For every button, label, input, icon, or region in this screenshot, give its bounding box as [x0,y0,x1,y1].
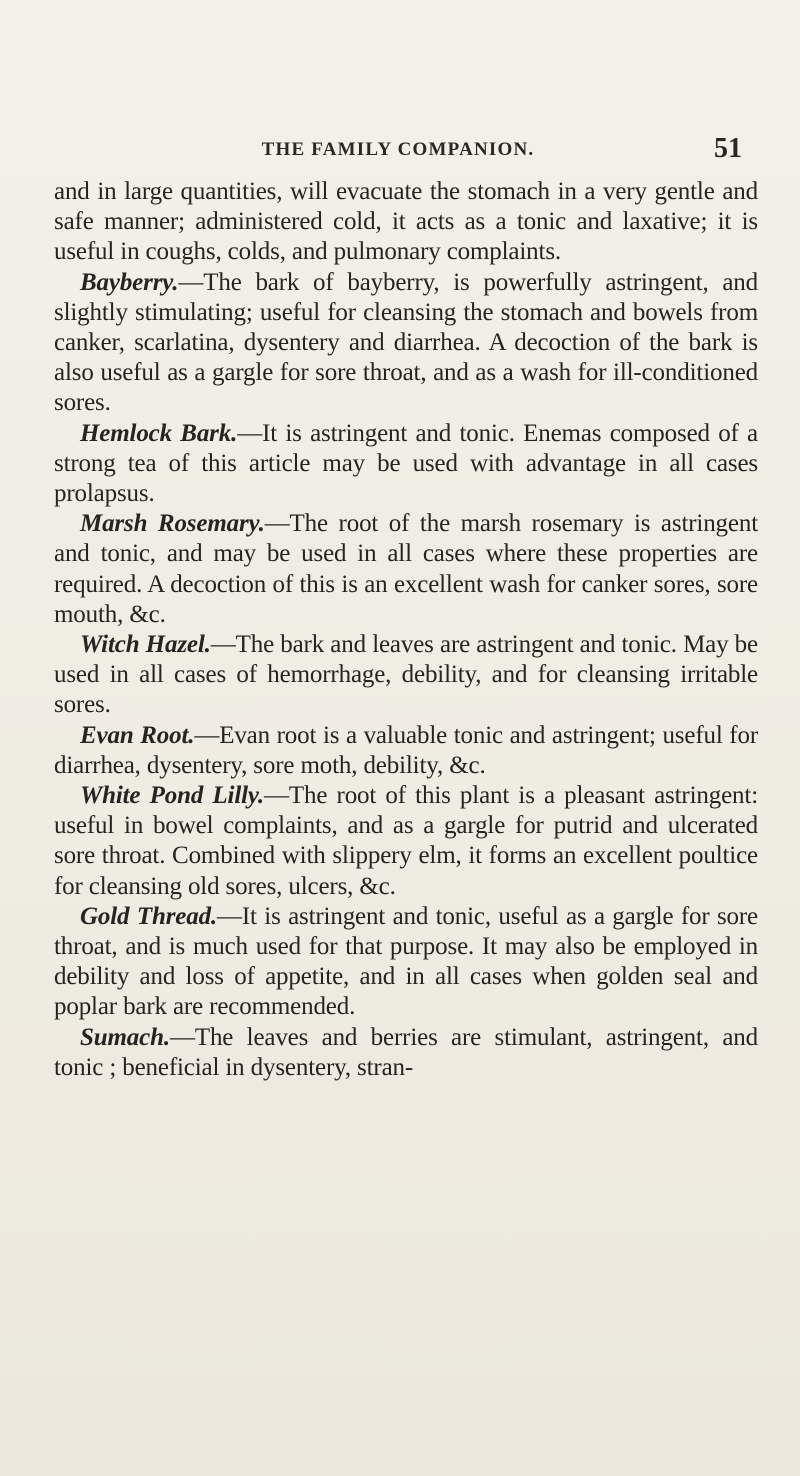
entry-witch-hazel [54,630,758,721]
opening-paragraph: and in large quantities, will evacuate the stomach in a very gentle and safe manner; administered cold, it acts as a tonic and laxative; it is useful in coughs, colds, and pulmonary complaints. [54,178,758,266]
entry-heading: Witch Hazel. [80,631,211,659]
entry-hemlock-bark [54,419,758,510]
entry-white-pond-lilly [54,781,758,902]
entry-text: —The bark and leaves are astringent and tonic. May be used in all cases of hemorrhage, debility, and for cleansing irritable sores. [54,631,758,719]
entry-text: —It is astringent and tonic, useful as a gargle for sore throat, and is much used for that purpose. It may also be employed in debility and loss of appetite, and in all cases when golden seal and poplar bark are recommended. [54,902,759,1021]
entry-heading: White Pond Lilly. [80,782,265,810]
body-text [54,177,758,1083]
entry-heading: Hemlock Bark. [80,419,238,447]
entry-text: —The leaves and berries are stimulant, astringent, and tonic ; beneficial in dysentery, stran- [54,1023,758,1081]
entry-heading: Evan Root. [80,721,195,749]
entry-marsh-rosemary [54,509,758,630]
entry-gold-thread [54,902,758,1023]
entry-text: —The bark of bayberry, is powerfully astringent, and slightly stimulating; useful for cleansing the stomach and bowels from canker, scarlatina, dysentery and diarrhea. A decoction of the bark is also useful as a gargle for sore throat, and as a wash for ill-conditioned sores. [54,268,758,417]
entry-text: —The root of the marsh rosemary is astringent and tonic, and may be used in all cases where these properties are required. A decoction of this is an excellent wash for canker sores, sore mouth, &c. [54,510,758,628]
entry-heading: Sumach. [80,1023,170,1051]
entry-heading: Marsh Rosemary. [80,510,265,538]
running-head [54,133,742,167]
entry-text: —The root of this plant is a pleasant astringent: useful in bowel complaints, and as a gargle for putrid and ulcerated sore throat. Combined with slippery elm, it forms an excellent poultice for cleansing old sores, ulcers, &c. [54,782,758,900]
entry-text: —It is astringent and tonic. Enemas composed of a strong tea of this article may be used with advantage in all cases prolapsus. [54,419,758,508]
entry-bayberry [54,268,758,419]
entry-sumach [54,1023,758,1083]
entry-text: —Evan root is a valuable tonic and astringent; useful for diarrhea, dysentery, sore moth, debility, &c. [54,721,759,779]
entry-evan-root [54,721,758,781]
entry-heading: Gold Thread. [80,902,218,930]
page-number: 51 [714,133,742,164]
running-title: THE FAMILY COMPANION. [261,139,535,160]
entry-heading: Bayberry. [80,268,179,296]
